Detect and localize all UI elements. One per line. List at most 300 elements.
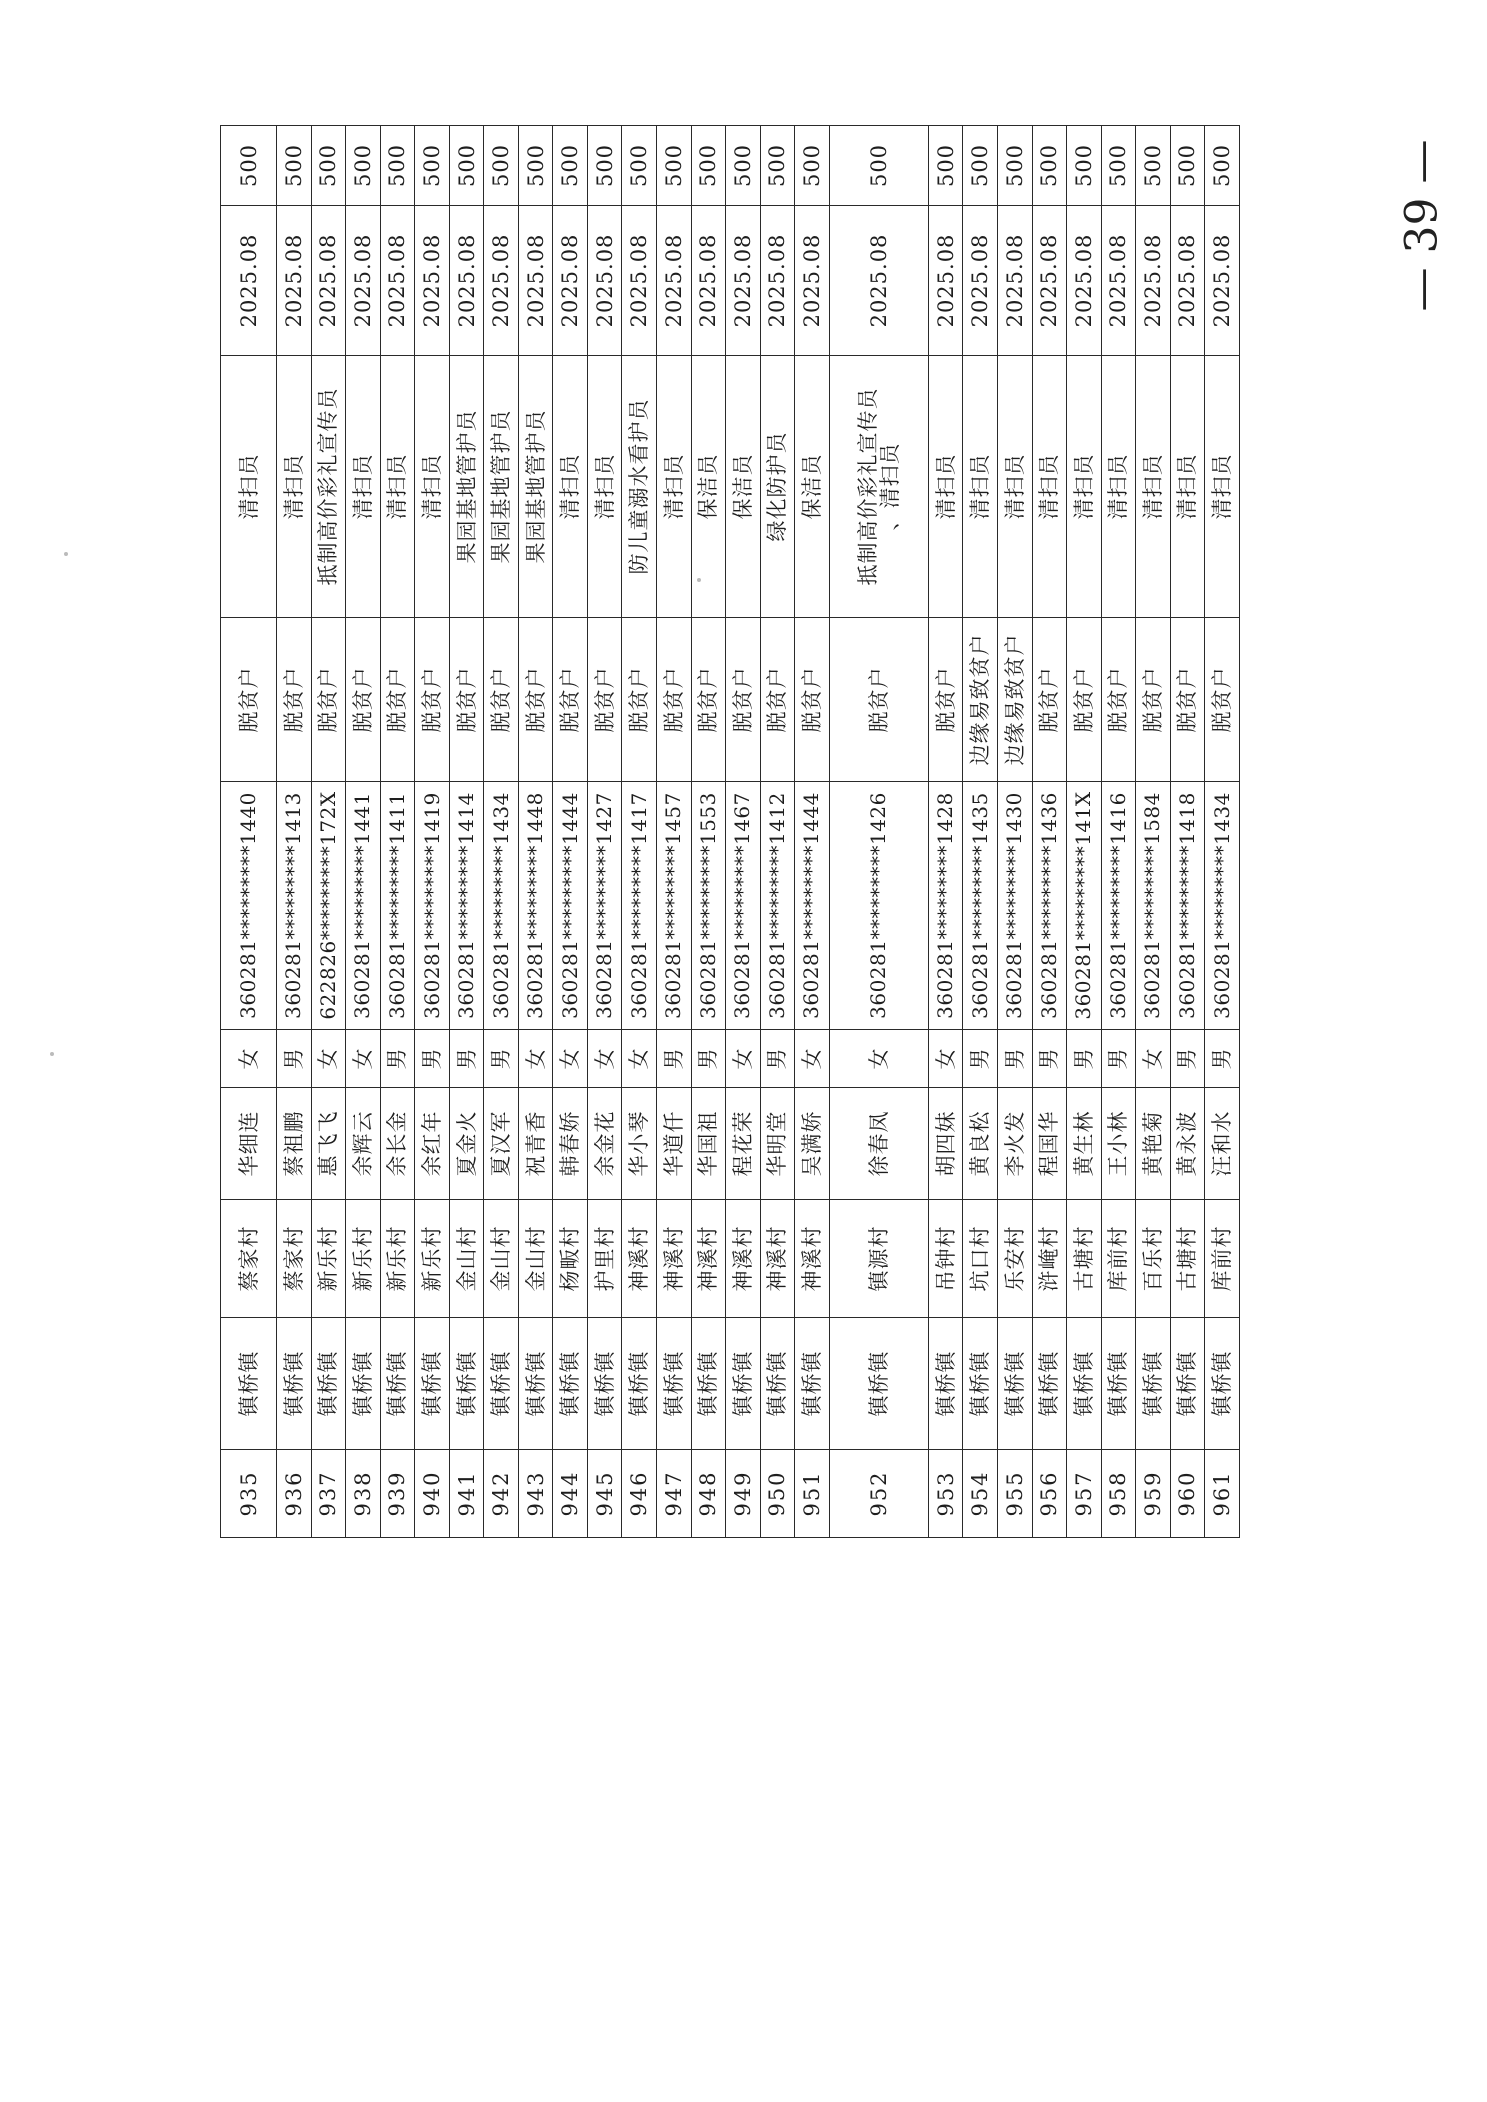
cell-village: 神溪村	[656, 1200, 691, 1318]
cell-id: 360281*********1440	[221, 782, 277, 1030]
cell-amount: 500	[829, 126, 928, 206]
cell-village: 蔡家村	[277, 1200, 312, 1318]
job-line: 保洁员	[696, 453, 721, 520]
cell-no: 946	[622, 1450, 657, 1538]
cell-gender: 女	[553, 1030, 588, 1088]
cell-no: 951	[795, 1450, 830, 1538]
cell-category: 脱贫户	[553, 618, 588, 782]
cell-gender: 男	[449, 1030, 484, 1088]
cell-id: 360281*********1434	[484, 782, 519, 1030]
cell-id: 360281*********1457	[656, 782, 691, 1030]
table-row	[726, 126, 761, 1538]
cell-category: 脱贫户	[311, 618, 346, 782]
cell-no: 937	[311, 1450, 346, 1538]
cell-gender: 女	[221, 1030, 277, 1088]
cell-town: 镇桥镇	[221, 1318, 277, 1450]
table-row	[518, 126, 553, 1538]
cell-no: 959	[1136, 1450, 1171, 1538]
cell-no: 949	[726, 1450, 761, 1538]
cell-date: 2025.08	[795, 206, 830, 356]
cell-amount: 500	[221, 126, 277, 206]
cell-job	[795, 356, 830, 618]
table-row	[1170, 126, 1205, 1538]
table-row	[380, 126, 415, 1538]
cell-village: 吊钟村	[928, 1200, 963, 1318]
table-row	[1136, 126, 1171, 1538]
cell-village: 神溪村	[760, 1200, 795, 1318]
cell-amount: 500	[726, 126, 761, 206]
cell-village: 乐安村	[997, 1200, 1032, 1318]
cell-no: 955	[997, 1450, 1032, 1538]
cell-gender: 男	[656, 1030, 691, 1088]
cell-gender: 女	[518, 1030, 553, 1088]
table-row	[997, 126, 1032, 1538]
cell-village: 金山村	[484, 1200, 519, 1318]
cell-no: 945	[587, 1450, 622, 1538]
cell-job	[691, 356, 726, 618]
cell-gender: 女	[726, 1030, 761, 1088]
cell-category: 边缘易致贫户	[997, 618, 1032, 782]
cell-job	[553, 356, 588, 618]
cell-name: 余金花	[587, 1088, 622, 1200]
scan-speck	[697, 578, 701, 582]
cell-name: 华道仟	[656, 1088, 691, 1200]
cell-amount: 500	[311, 126, 346, 206]
cell-date: 2025.08	[656, 206, 691, 356]
cell-category: 脱贫户	[484, 618, 519, 782]
cell-date: 2025.08	[963, 206, 998, 356]
cell-village: 浒崦村	[1032, 1200, 1067, 1318]
cell-category: 脱贫户	[726, 618, 761, 782]
job-line: 果园基地管护员	[454, 409, 479, 564]
cell-gender: 男	[997, 1030, 1032, 1088]
cell-amount: 500	[1032, 126, 1067, 206]
cell-amount: 500	[656, 126, 691, 206]
cell-amount: 500	[997, 126, 1032, 206]
cell-village: 新乐村	[311, 1200, 346, 1318]
job-line: 果园基地管护员	[489, 409, 514, 564]
page-number: — 39 —	[1396, 139, 1448, 312]
cell-category: 脱贫户	[449, 618, 484, 782]
cell-id: 360281*********1419	[415, 782, 450, 1030]
cell-category: 脱贫户	[622, 618, 657, 782]
cell-date: 2025.08	[1067, 206, 1102, 356]
cell-gender: 男	[1101, 1030, 1136, 1088]
cell-no: 957	[1067, 1450, 1102, 1538]
cell-town: 镇桥镇	[656, 1318, 691, 1450]
cell-village: 护里村	[587, 1200, 622, 1318]
cell-village: 古塘村	[1067, 1200, 1102, 1318]
cell-name: 程花荣	[726, 1088, 761, 1200]
cell-no: 948	[691, 1450, 726, 1538]
cell-no: 954	[963, 1450, 998, 1538]
job-line: 清扫员	[592, 453, 617, 520]
cell-job	[311, 356, 346, 618]
cell-gender: 男	[1032, 1030, 1067, 1088]
cell-category: 脱贫户	[346, 618, 381, 782]
cell-town: 镇桥镇	[346, 1318, 381, 1450]
cell-date: 2025.08	[1032, 206, 1067, 356]
job-line: 保洁员	[799, 453, 824, 520]
cell-category: 脱贫户	[1032, 618, 1067, 782]
cell-town: 镇桥镇	[795, 1318, 830, 1450]
job-line: 绿化防护员	[765, 431, 790, 542]
cell-job	[518, 356, 553, 618]
cell-name: 韩春娇	[553, 1088, 588, 1200]
table-row	[346, 126, 381, 1538]
job-line: 清扫员	[1002, 453, 1027, 520]
table-row	[484, 126, 519, 1538]
cell-no: 958	[1101, 1450, 1136, 1538]
cell-job	[380, 356, 415, 618]
cell-no: 938	[346, 1450, 381, 1538]
cell-amount: 500	[795, 126, 830, 206]
cell-job	[1101, 356, 1136, 618]
table-row	[1205, 126, 1240, 1538]
cell-name: 胡四妹	[928, 1088, 963, 1200]
cell-name: 李火发	[997, 1088, 1032, 1200]
cell-date: 2025.08	[587, 206, 622, 356]
cell-category: 脱贫户	[221, 618, 277, 782]
cell-amount: 500	[1101, 126, 1136, 206]
table-row	[656, 126, 691, 1538]
cell-job	[221, 356, 277, 618]
table-row	[553, 126, 588, 1538]
cell-town: 镇桥镇	[1205, 1318, 1240, 1450]
cell-category: 脱贫户	[1136, 618, 1171, 782]
job-line: 抵制高价彩礼宣传员	[316, 387, 341, 586]
cell-amount: 500	[553, 126, 588, 206]
cell-gender: 女	[587, 1030, 622, 1088]
cell-town: 镇桥镇	[622, 1318, 657, 1450]
job-line: 防儿童溺水看护员	[627, 398, 652, 575]
cell-date: 2025.08	[311, 206, 346, 356]
cell-village: 坑口村	[963, 1200, 998, 1318]
cell-amount: 500	[1136, 126, 1171, 206]
cell-job	[760, 356, 795, 618]
table-row	[1067, 126, 1102, 1538]
cell-job	[587, 356, 622, 618]
table-row	[795, 126, 830, 1538]
cell-town: 镇桥镇	[726, 1318, 761, 1450]
cell-date: 2025.08	[277, 206, 312, 356]
cell-date: 2025.08	[553, 206, 588, 356]
table-row	[622, 126, 657, 1538]
cell-amount: 500	[1067, 126, 1102, 206]
cell-village: 库前村	[1205, 1200, 1240, 1318]
cell-amount: 500	[1205, 126, 1240, 206]
cell-no: 936	[277, 1450, 312, 1538]
cell-name: 黄永波	[1170, 1088, 1205, 1200]
cell-category: 脱贫户	[1067, 618, 1102, 782]
cell-name: 华细连	[221, 1088, 277, 1200]
cell-job	[1136, 356, 1171, 618]
cell-town: 镇桥镇	[997, 1318, 1032, 1450]
cell-no: 952	[829, 1450, 928, 1538]
cell-gender: 女	[1136, 1030, 1171, 1088]
cell-no: 956	[1032, 1450, 1067, 1538]
table-row	[311, 126, 346, 1538]
table-row	[760, 126, 795, 1538]
cell-date: 2025.08	[484, 206, 519, 356]
cell-name: 徐春凤	[829, 1088, 928, 1200]
cell-name: 惠飞飞	[311, 1088, 346, 1200]
table-row	[415, 126, 450, 1538]
scan-speck	[64, 552, 68, 556]
cell-id: 360281*********1412	[760, 782, 795, 1030]
job-line: 清扫员	[1210, 453, 1235, 520]
cell-id: 360281*********1418	[1170, 782, 1205, 1030]
cell-date: 2025.08	[997, 206, 1032, 356]
cell-amount: 500	[518, 126, 553, 206]
cell-town: 镇桥镇	[691, 1318, 726, 1450]
cell-amount: 500	[963, 126, 998, 206]
table-row	[587, 126, 622, 1538]
cell-name: 祝青香	[518, 1088, 553, 1200]
cell-gender: 男	[691, 1030, 726, 1088]
cell-date: 2025.08	[726, 206, 761, 356]
cell-job	[622, 356, 657, 618]
table-row	[829, 126, 928, 1538]
cell-id: 360281*********1444	[553, 782, 588, 1030]
cell-date: 2025.08	[415, 206, 450, 356]
cell-id: 360281*********1584	[1136, 782, 1171, 1030]
cell-name: 余辉云	[346, 1088, 381, 1200]
cell-amount: 500	[449, 126, 484, 206]
cell-gender: 女	[622, 1030, 657, 1088]
cell-amount: 500	[415, 126, 450, 206]
cell-id: 360281*********1416	[1101, 782, 1136, 1030]
cell-id: 360281*********1444	[795, 782, 830, 1030]
cell-village: 金山村	[518, 1200, 553, 1318]
job-line: 清扫员	[281, 453, 306, 520]
cell-no: 943	[518, 1450, 553, 1538]
cell-id: 360281*********1467	[726, 782, 761, 1030]
roster-table	[220, 125, 1240, 1538]
cell-amount: 500	[1170, 126, 1205, 206]
cell-name: 余长金	[380, 1088, 415, 1200]
cell-no: 942	[484, 1450, 519, 1538]
cell-village: 镇源村	[829, 1200, 928, 1318]
cell-date: 2025.08	[1136, 206, 1171, 356]
cell-gender: 男	[963, 1030, 998, 1088]
cell-name: 余红年	[415, 1088, 450, 1200]
cell-amount: 500	[928, 126, 963, 206]
cell-job	[963, 356, 998, 618]
cell-town: 镇桥镇	[1067, 1318, 1102, 1450]
cell-amount: 500	[484, 126, 519, 206]
cell-name: 王小林	[1101, 1088, 1136, 1200]
cell-name: 程国华	[1032, 1088, 1067, 1200]
cell-amount: 500	[380, 126, 415, 206]
cell-village: 神溪村	[726, 1200, 761, 1318]
cell-name: 黄生林	[1067, 1088, 1102, 1200]
cell-date: 2025.08	[1101, 206, 1136, 356]
cell-name: 夏金火	[449, 1088, 484, 1200]
cell-gender: 男	[1205, 1030, 1240, 1088]
cell-name: 黄良松	[963, 1088, 998, 1200]
cell-no: 961	[1205, 1450, 1240, 1538]
cell-id: 360281*********1414	[449, 782, 484, 1030]
cell-village: 新乐村	[346, 1200, 381, 1318]
cell-town: 镇桥镇	[1032, 1318, 1067, 1450]
cell-no: 950	[760, 1450, 795, 1538]
cell-no: 947	[656, 1450, 691, 1538]
job-line: 清扫员	[350, 453, 375, 520]
cell-gender: 男	[1067, 1030, 1102, 1088]
cell-gender: 女	[829, 1030, 928, 1088]
cell-town: 镇桥镇	[829, 1318, 928, 1450]
cell-category: 脱贫户	[928, 618, 963, 782]
cell-id: 360281*********1413	[277, 782, 312, 1030]
job-line: 清扫员	[968, 453, 993, 520]
cell-job	[1067, 356, 1102, 618]
cell-date: 2025.08	[346, 206, 381, 356]
cell-no: 935	[221, 1450, 277, 1538]
roster-body	[221, 126, 1240, 1538]
cell-date: 2025.08	[829, 206, 928, 356]
cell-name: 吴满娇	[795, 1088, 830, 1200]
cell-id: 360281*********1411	[380, 782, 415, 1030]
cell-job	[829, 356, 928, 618]
cell-amount: 500	[587, 126, 622, 206]
cell-gender: 男	[415, 1030, 450, 1088]
cell-no: 944	[553, 1450, 588, 1538]
cell-village: 金山村	[449, 1200, 484, 1318]
cell-category: 脱贫户	[760, 618, 795, 782]
cell-category: 脱贫户	[1101, 618, 1136, 782]
cell-job	[928, 356, 963, 618]
cell-amount: 500	[760, 126, 795, 206]
cell-town: 镇桥镇	[415, 1318, 450, 1450]
cell-category: 脱贫户	[795, 618, 830, 782]
cell-village: 新乐村	[380, 1200, 415, 1318]
cell-village: 古塘村	[1170, 1200, 1205, 1318]
cell-category: 脱贫户	[380, 618, 415, 782]
cell-category: 脱贫户	[656, 618, 691, 782]
job-line: 抵制高价彩礼宣传员	[855, 387, 880, 586]
cell-village: 百乐村	[1136, 1200, 1171, 1318]
cell-gender: 女	[311, 1030, 346, 1088]
cell-town: 镇桥镇	[1170, 1318, 1205, 1450]
cell-name: 华国祖	[691, 1088, 726, 1200]
table-row	[1032, 126, 1067, 1538]
cell-town: 镇桥镇	[928, 1318, 963, 1450]
cell-date: 2025.08	[449, 206, 484, 356]
cell-category: 脱贫户	[829, 618, 928, 782]
cell-name: 华明堂	[760, 1088, 795, 1200]
cell-village: 神溪村	[691, 1200, 726, 1318]
cell-no: 960	[1170, 1450, 1205, 1538]
cell-category: 脱贫户	[277, 618, 312, 782]
job-line: 清扫员	[419, 453, 444, 520]
cell-job	[346, 356, 381, 618]
table-row	[221, 126, 277, 1538]
cell-date: 2025.08	[380, 206, 415, 356]
cell-date: 2025.08	[622, 206, 657, 356]
cell-no: 939	[380, 1450, 415, 1538]
cell-town: 镇桥镇	[518, 1318, 553, 1450]
cell-village: 杨畈村	[553, 1200, 588, 1318]
cell-date: 2025.08	[221, 206, 277, 356]
job-line: 清扫员	[236, 453, 261, 520]
job-line: 清扫员	[558, 453, 583, 520]
table-row	[963, 126, 998, 1538]
cell-town: 镇桥镇	[760, 1318, 795, 1450]
cell-category: 脱贫户	[518, 618, 553, 782]
job-line: 清扫员	[1175, 453, 1200, 520]
cell-amount: 500	[346, 126, 381, 206]
cell-category: 脱贫户	[691, 618, 726, 782]
rotated-page-content	[220, 126, 1240, 1538]
cell-gender: 男	[760, 1030, 795, 1088]
cell-name: 夏汉军	[484, 1088, 519, 1200]
cell-job	[726, 356, 761, 618]
cell-job	[656, 356, 691, 618]
cell-no: 940	[415, 1450, 450, 1538]
cell-village: 神溪村	[795, 1200, 830, 1318]
cell-gender: 男	[1170, 1030, 1205, 1088]
table-row	[277, 126, 312, 1538]
cell-id: 360281*********1428	[928, 782, 963, 1030]
cell-date: 2025.08	[691, 206, 726, 356]
cell-gender: 男	[277, 1030, 312, 1088]
cell-category: 边缘易致贫户	[963, 618, 998, 782]
cell-gender: 女	[346, 1030, 381, 1088]
cell-id: 360281*********1430	[997, 782, 1032, 1030]
cell-village: 新乐村	[415, 1200, 450, 1318]
cell-town: 镇桥镇	[277, 1318, 312, 1450]
cell-job	[1205, 356, 1240, 618]
cell-id: 360281*********1417	[622, 782, 657, 1030]
cell-amount: 500	[691, 126, 726, 206]
cell-gender: 女	[795, 1030, 830, 1088]
job-line: 清扫员	[1106, 453, 1131, 520]
cell-id: 360281*********1441	[346, 782, 381, 1030]
cell-gender: 女	[928, 1030, 963, 1088]
job-line: 清扫员	[661, 453, 686, 520]
cell-date: 2025.08	[1170, 206, 1205, 356]
cell-town: 镇桥镇	[587, 1318, 622, 1450]
cell-gender: 男	[484, 1030, 519, 1088]
cell-gender: 男	[380, 1030, 415, 1088]
cell-category: 脱贫户	[1205, 618, 1240, 782]
cell-village: 神溪村	[622, 1200, 657, 1318]
cell-date: 2025.08	[1205, 206, 1240, 356]
table-row	[449, 126, 484, 1538]
cell-village: 库前村	[1101, 1200, 1136, 1318]
cell-amount: 500	[277, 126, 312, 206]
cell-name: 黄艳菊	[1136, 1088, 1171, 1200]
cell-amount: 500	[622, 126, 657, 206]
job-line: 、清扫员	[877, 442, 902, 531]
cell-id: 360281*********1436	[1032, 782, 1067, 1030]
cell-id: 360281*********1553	[691, 782, 726, 1030]
cell-town: 镇桥镇	[1136, 1318, 1171, 1450]
cell-id: 360281*********1448	[518, 782, 553, 1030]
cell-job	[449, 356, 484, 618]
cell-id: 360281*********1435	[963, 782, 998, 1030]
cell-town: 镇桥镇	[484, 1318, 519, 1450]
cell-category: 脱贫户	[1170, 618, 1205, 782]
cell-category: 脱贫户	[587, 618, 622, 782]
cell-date: 2025.08	[518, 206, 553, 356]
cell-name: 汪和水	[1205, 1088, 1240, 1200]
job-line: 保洁员	[730, 453, 755, 520]
cell-town: 镇桥镇	[449, 1318, 484, 1450]
cell-job	[997, 356, 1032, 618]
job-line: 清扫员	[933, 453, 958, 520]
